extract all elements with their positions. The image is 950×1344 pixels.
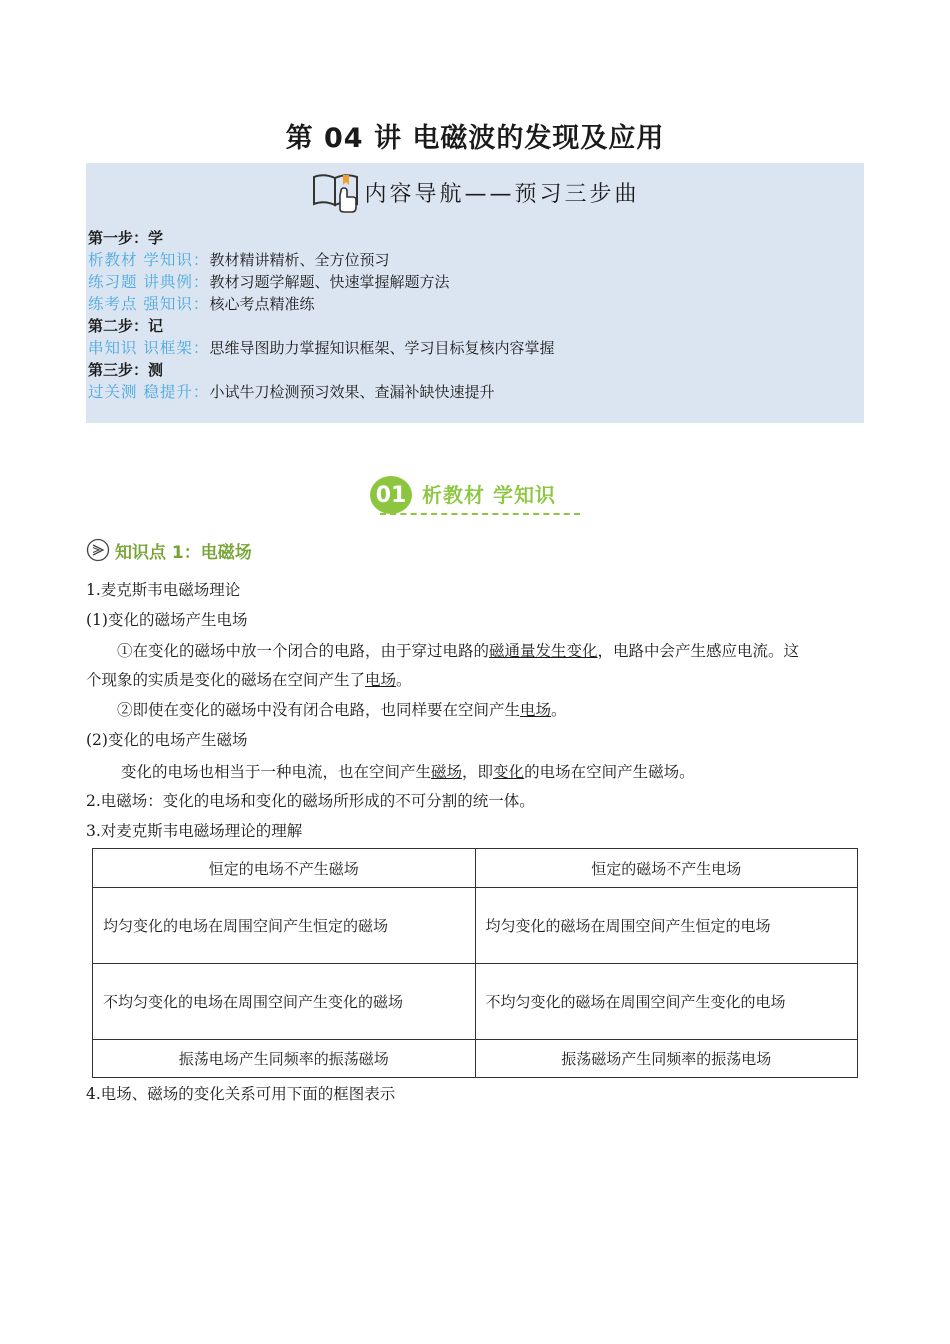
underlined-text: 磁通量发生变化 [489, 642, 598, 660]
table-cell: 均匀变化的磁场在周围空间产生恒定的电场 [475, 888, 858, 964]
dashed-underline [380, 513, 580, 515]
nav-line-label: 析教材 学知识： [88, 251, 210, 269]
nav-line-desc: 思维导图助力掌握知识框架、学习目标复核内容掌握 [209, 339, 555, 357]
circled-arrow-icon [86, 538, 110, 562]
nav-line [88, 381, 554, 403]
nav-line [88, 271, 554, 293]
step-heading: 第二步：记 [88, 317, 164, 335]
table-cell: 不均匀变化的电场在周围空间产生变化的磁场 [93, 964, 476, 1040]
underlined-text: 磁场 [431, 763, 463, 781]
table-cell: 振荡磁场产生同频率的振荡电场 [475, 1040, 858, 1078]
content-navigation-box [86, 163, 864, 423]
text: ①在变化的磁场中放一个闭合的电路，由于穿过电路的 [117, 642, 490, 660]
nav-line-label: 练考点 强知识： [88, 295, 210, 313]
table-row [93, 849, 858, 888]
section-title: 析教材 学知识 [422, 483, 556, 507]
step-heading: 第一步：学 [88, 229, 164, 247]
nav-lines [88, 227, 554, 403]
table-row [93, 1040, 858, 1078]
nav-title: 内容导航——预习三步曲 [364, 181, 640, 207]
underlined-text: 变化 [493, 763, 525, 781]
paragraph: (1)变化的磁场产生电场 [86, 611, 248, 629]
paragraph: 4.电场、磁场的变化关系可用下面的框图表示 [86, 1085, 396, 1103]
underlined-text: 电场 [365, 671, 397, 689]
paragraph: 1.麦克斯韦电磁场理论 [86, 581, 241, 599]
nav-line [88, 315, 554, 337]
nav-line-label: 串知识 识框架： [88, 339, 210, 357]
text: 变化的电场也相当于一种电流，也在空间产生 [121, 763, 432, 781]
table-cell: 振荡电场产生同频率的振荡磁场 [93, 1040, 476, 1078]
table-row [93, 888, 858, 964]
step-heading: 第三步：测 [88, 361, 164, 379]
text: 的电场在空间产生磁场。 [524, 763, 695, 781]
text: 个现象的实质是变化的磁场在空间产生了 [86, 671, 366, 689]
nav-line [88, 337, 554, 359]
nav-line-label: 练习题 讲典例： [88, 273, 210, 291]
nav-line-desc: 教材精讲精析、全方位预习 [209, 251, 390, 269]
open-book-icon [310, 171, 362, 213]
nav-line-desc: 小试牛刀检测预习效果、查漏补缺快速提升 [209, 383, 495, 401]
paragraph [117, 639, 799, 661]
table-cell: 恒定的电场不产生磁场 [93, 849, 476, 888]
knowledge-point-heading [86, 536, 252, 564]
nav-line [88, 293, 554, 315]
section-badge [370, 474, 580, 518]
table-row [93, 964, 858, 1040]
nav-line-label: 过关测 稳提升： [88, 383, 210, 401]
section-number: 01 [370, 476, 412, 514]
table-cell: 不均匀变化的磁场在周围空间产生变化的电场 [475, 964, 858, 1040]
text: ，即 [462, 763, 494, 781]
underlined-text: 电场 [520, 701, 552, 719]
paragraph [121, 760, 695, 782]
text: 。 [551, 701, 567, 719]
text: ，电路中会产生感应电流。这 [597, 642, 800, 660]
table-cell: 恒定的磁场不产生电场 [475, 849, 858, 888]
paragraph [86, 668, 412, 690]
text: 。 [396, 671, 412, 689]
knowledge-point-title: 知识点 1：电磁场 [115, 542, 252, 563]
nav-line-desc: 教材习题学解题、快速掌握解题方法 [209, 273, 450, 291]
paragraph: (2)变化的电场产生磁场 [86, 731, 248, 749]
paragraph: 2.电磁场：变化的电场和变化的磁场所形成的不可分割的统一体。 [86, 792, 535, 810]
paragraph [117, 698, 567, 720]
nav-line [88, 359, 554, 381]
nav-line [88, 249, 554, 271]
nav-line-desc: 核心考点精准练 [209, 295, 315, 313]
page-title: 第 04 讲 电磁波的发现及应用 [285, 123, 665, 154]
nav-header [86, 171, 864, 213]
paragraph: 3.对麦克斯韦电磁场理论的理解 [86, 822, 303, 840]
nav-line [88, 227, 554, 249]
table-cell: 均匀变化的电场在周围空间产生恒定的磁场 [93, 888, 476, 964]
comparison-table [92, 848, 858, 1078]
text: ②即使在变化的磁场中没有闭合电路，也同样要在空间产生 [117, 701, 521, 719]
